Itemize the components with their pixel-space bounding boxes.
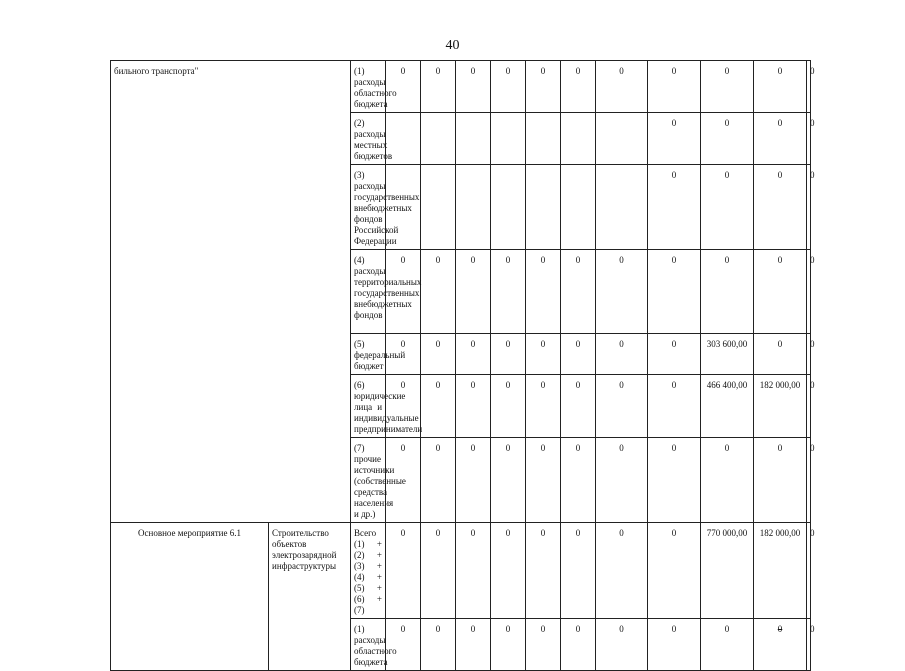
value-cell: 0 xyxy=(491,250,526,334)
value-cell: 0 xyxy=(596,523,648,619)
value-cell: 0 xyxy=(561,250,596,334)
value-cell: 0 xyxy=(754,61,807,113)
value-cell: 303 600,00 xyxy=(701,334,754,375)
value-cell: 0 xyxy=(754,619,807,671)
value-cell: 0 xyxy=(807,113,811,165)
value-cell: 0 xyxy=(456,375,491,438)
value-cell xyxy=(596,165,648,250)
value-cell: 0 xyxy=(456,523,491,619)
value-cell: 0 xyxy=(807,523,811,619)
value-cell: 0 xyxy=(701,250,754,334)
value-cell: 0 xyxy=(754,438,807,523)
value-cell: 0 xyxy=(807,250,811,334)
value-cell xyxy=(596,113,648,165)
value-cell: 0 xyxy=(648,438,701,523)
value-cell xyxy=(456,113,491,165)
value-cell: 0 xyxy=(526,438,561,523)
value-cell xyxy=(491,165,526,250)
table-row xyxy=(111,523,811,619)
value-cell: 0 xyxy=(421,250,456,334)
value-cell: 0 xyxy=(561,375,596,438)
value-cell: 0 xyxy=(596,61,648,113)
value-cell: 0 xyxy=(701,619,754,671)
value-cell: 182 000,00 xyxy=(754,523,807,619)
value-cell: 0 xyxy=(526,334,561,375)
funding-source-cell: (1) расходы областного бюджета xyxy=(351,619,386,671)
funding-source-cell: (2) расходы местных бюджетов xyxy=(351,113,386,165)
value-cell: 0 xyxy=(526,523,561,619)
funding-source-cell: (5) федеральный бюджет xyxy=(351,334,386,375)
value-cell: 0 xyxy=(386,334,421,375)
value-cell: 0 xyxy=(421,438,456,523)
value-cell: 0 xyxy=(421,61,456,113)
value-cell: 0 xyxy=(648,523,701,619)
value-cell: 0 xyxy=(596,619,648,671)
value-cell: 0 xyxy=(456,334,491,375)
funding-source-cell: Всего (1) + (2) + (3) + (4) + (5) + (6) + (7) xyxy=(351,523,386,619)
value-cell: 0 xyxy=(807,375,811,438)
value-cell: 0 xyxy=(421,375,456,438)
value-cell: 0 xyxy=(491,438,526,523)
value-cell xyxy=(421,113,456,165)
value-cell: 0 xyxy=(386,250,421,334)
value-cell xyxy=(561,165,596,250)
value-cell: 0 xyxy=(421,334,456,375)
value-cell: 0 xyxy=(386,523,421,619)
value-cell: 0 xyxy=(491,375,526,438)
value-cell: 0 xyxy=(648,334,701,375)
budget-table xyxy=(110,60,815,671)
value-cell: 0 xyxy=(701,113,754,165)
value-cell xyxy=(526,165,561,250)
value-cell: 0 xyxy=(491,619,526,671)
value-cell: 0 xyxy=(648,113,701,165)
value-cell: 0 xyxy=(754,113,807,165)
value-cell: 0 xyxy=(491,61,526,113)
value-cell: 0 xyxy=(386,61,421,113)
value-cell: 0 xyxy=(701,165,754,250)
value-cell: 0 xyxy=(648,619,701,671)
value-cell: 0 xyxy=(648,250,701,334)
funding-source-cell: (3) расходы государственных внебюджетных фондов Российской Федерации xyxy=(351,165,386,250)
value-cell: 0 xyxy=(648,375,701,438)
value-cell xyxy=(421,165,456,250)
value-cell xyxy=(561,113,596,165)
value-cell: 0 xyxy=(754,165,807,250)
value-cell: 0 xyxy=(561,61,596,113)
value-cell: 0 xyxy=(807,334,811,375)
value-cell: 0 xyxy=(648,165,701,250)
value-cell: 0 xyxy=(386,619,421,671)
value-cell: 0 xyxy=(807,61,811,113)
value-cell: 0 xyxy=(596,250,648,334)
value-cell: 0 xyxy=(561,438,596,523)
value-cell: 0 xyxy=(421,523,456,619)
value-cell: 0 xyxy=(491,523,526,619)
value-cell: 182 000,00 xyxy=(754,375,807,438)
value-cell: 0 xyxy=(561,619,596,671)
value-cell: 0 xyxy=(701,438,754,523)
value-cell xyxy=(456,165,491,250)
value-cell: 0 xyxy=(596,334,648,375)
value-cell: 0 xyxy=(456,250,491,334)
value-cell xyxy=(526,113,561,165)
value-cell: 0 xyxy=(526,375,561,438)
value-cell xyxy=(491,113,526,165)
value-cell: 0 xyxy=(561,523,596,619)
value-cell: 0 xyxy=(526,619,561,671)
value-cell: 0 xyxy=(807,165,811,250)
main-event-cell: Основное мероприятие 6.1 xyxy=(111,523,269,671)
funding-source-cell: (6) юридические лица и индивидуальные предприниматели xyxy=(351,375,386,438)
funding-source-cell: (7) прочие источники (собственные средства населения и др.) xyxy=(351,438,386,523)
value-cell: 0 xyxy=(596,438,648,523)
value-cell: 0 xyxy=(491,334,526,375)
value-cell: 0 xyxy=(648,61,701,113)
value-cell: 466 400,00 xyxy=(701,375,754,438)
event-name-cell: Строительство объектов электрозарядной инфраструктуры xyxy=(269,523,351,671)
value-cell: 0 xyxy=(754,334,807,375)
value-cell: 0 xyxy=(456,438,491,523)
funding-source-cell: (4) расходы территориальных государственных внебюджетных фондов xyxy=(351,250,386,334)
value-cell: 0 xyxy=(596,375,648,438)
value-cell: 0 xyxy=(561,334,596,375)
value-cell: 0 xyxy=(701,61,754,113)
value-cell: 0 xyxy=(807,438,811,523)
value-cell: 0 xyxy=(421,619,456,671)
program-name-cell: бильного транспорта" xyxy=(111,61,351,523)
value-cell: 770 000,00 xyxy=(701,523,754,619)
table-row xyxy=(111,61,811,113)
value-cell: 0 xyxy=(456,61,491,113)
value-cell: 0 xyxy=(386,438,421,523)
value-cell: 0 xyxy=(526,250,561,334)
value-cell: 0 xyxy=(386,375,421,438)
value-cell: 0 xyxy=(807,619,811,671)
value-cell: 0 xyxy=(526,61,561,113)
page-number: 40 xyxy=(445,38,460,53)
funding-source-cell: (1) расходы областного бюджета xyxy=(351,61,386,113)
value-cell: 0 xyxy=(456,619,491,671)
value-cell: 0 xyxy=(754,250,807,334)
